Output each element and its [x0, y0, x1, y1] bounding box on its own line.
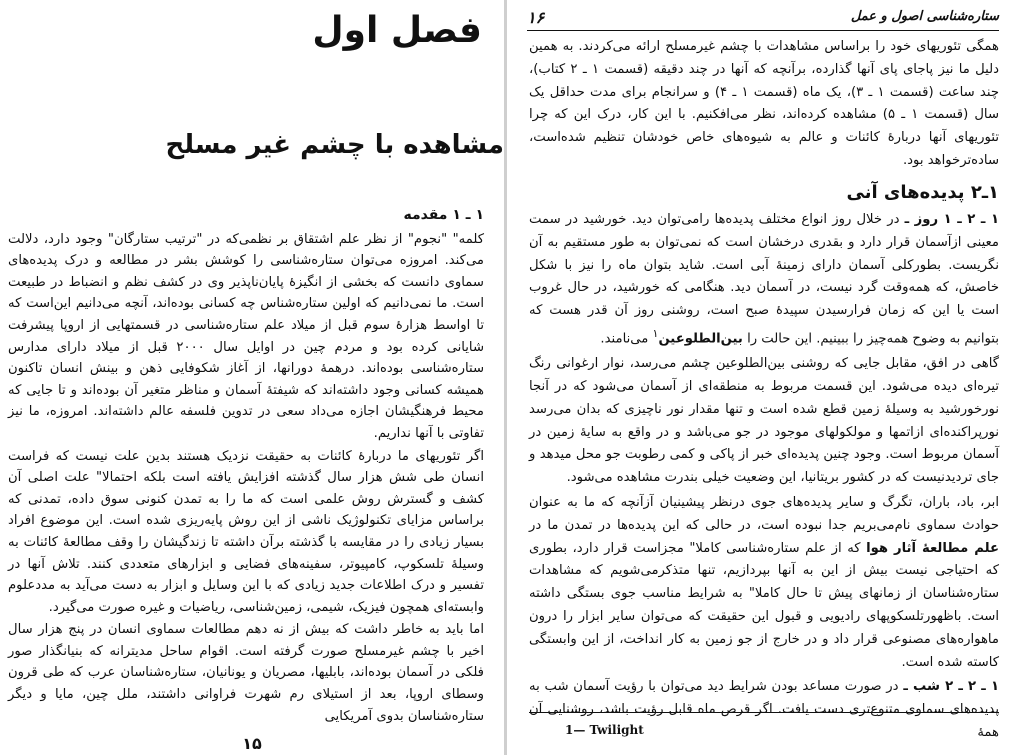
subsection-lead: ۱ ـ ۲ ـ ۱ روز ـ: [904, 212, 999, 227]
page-number: ۱۵: [242, 734, 262, 753]
running-title: ستاره‌شناسی اصول و عمل: [850, 9, 999, 24]
paragraph-text: می‌نامند.: [600, 331, 653, 347]
term-highlight: علم مطالعه‌ٔ آثار هوا: [866, 540, 1000, 556]
paragraph: [529, 492, 999, 674]
paragraph: اما باید به خاطر داشت که بیش از نه دهم مطالعات سماوی انسان در پنج هزار سال اخیر با چشم غیرمسلح صورت گرفته است. اقوام ساحل مدیترانه که بنیانگذار صور فلکی در آسمان بوده‌اند، بابلیها، مصریان و یونانیان، ستاره‌شناسان عرب که طی قرون وسطای اروپا، بعد از استیلای رم شهرت فراوانی داشتند، ملل چین، مایا و دیگر ستاره‌شناسان بدوی آمریکایی: [8, 622, 484, 724]
paragraph-text: در خلال روز انواع مختلف پدیده‌ها رامی‌توان دید. خورشید در سمت معینی ازآسمان قرار دارد و بقدری درخشان است که نمی‌توان به طور مستقیم به آن نگریست. بطورکلی آسمان دارای زمینه‌ٔ آبی است. شاید بتوان ماه را نیز با شکل خاصش، که همه‌وقت گرد نیست، در آسمان دید. هنگامی که خورشید، در حال غروب است یا این که زمان فرارسیدن سپیده‌ٔ صبح است، روشنی روز آن قدر هست که بتوانیم به وضوح همه‌چیز را ببینیم. این حالت را: [529, 212, 999, 347]
paragraph: همگی تئوریهای خود را براساس مشاهدات با چشم غیرمسلح ارائه می‌کردند. به همین دلیل ما نیز پاجای پای آنها گذارده، برآنچه که آنها در چند دقیقه (قسمت ۱ ـ ۲ کتاب)، چند ساعت (قسمت ۱ ـ ۳)، یک ماه (قسمت ۱ ـ ۴) و سرانجام برای مدت حداقل یک سال (قسمت ۱ ـ ۵) مشاهده کرده‌اند، نظر می‌افکنیم. با این کار، درک این که چرا تئوریهای آنها درباره‌ٔ کائنات و عالم به شیوه‌های خاص خودشان تنظیم شده‌است، ساده‌ترخواهد بود.: [529, 39, 1000, 168]
running-header: [527, 8, 999, 31]
footnote-divider: [529, 712, 999, 713]
paragraph-text: ابر، باد، باران، تگرگ و سایر پدیده‌های جوی درنظر پیشینیان آزآنچه که ما به عنوان حوادث سماوی نام‌می‌بریم جدا نبوده است، در حالی که این پدیده‌ها در تمدن ما در: [529, 494, 999, 533]
footnote: 1— Twilight: [565, 723, 644, 737]
chapter-title: فصل اول: [312, 10, 482, 51]
right-body-text: [529, 209, 999, 747]
paragraph-text: که از علم ستاره‌شناسی کاملا" مجزاست قرار دارد، بطوری که احتیاجی نیست بیش از این به آنها بپردازیم، تنها متذکرمی‌شویم که مشاهدات ستاره‌شناسان از زمانهای پیش تا حال کاملا" به شرایط مناسب جوی بستگی داشته است. باظهورتلسکوپهای رادیویی و قبول این حقیقت که می‌توان سایر ابزار را درون ماهواره‌های مصنوعی قرار داد و در خارج از جو زمین به کار انداخت، از این وابستگی کاسته شده است.: [529, 540, 999, 670]
intro-text: [529, 36, 999, 173]
right-page: [507, 0, 1017, 755]
left-page: [0, 0, 504, 755]
paragraph: [529, 209, 999, 351]
term-highlight: بین‌الطلوعین: [658, 331, 743, 347]
section-title: مشاهده با چشم غیر مسلح: [165, 130, 504, 160]
page-number: ۱۶: [527, 8, 545, 27]
paragraph-text: در صورت مساعد بودن شرایط دید می‌توان با رؤیت آسمان شب به پدیده‌های سماوی متنوع‌تری دست یافت. اگر قرص ماه قابل رؤیت باشد، روشنایی آن همه‌ٔ: [529, 679, 999, 740]
paragraph: گاهی در افق، مقابل جایی که روشنی بین‌الطلوعین چشم می‌رسد، نوار ارغوانی رنگ تیره‌ای دیده می‌شود. این قسمت مربوط به منطقه‌ای از آسمان می‌شود که در آنجا نورخورشید به وسیله‌ٔ زمین قطع شده است و تنها مقدار نور ناچیزی که بدان می‌رسد نورپراکنده‌ای ازاتمها و مولکولهای موجود در جو می‌باشد و در واقع به سایه‌ٔ زمین در آسمان مربوط است. وجود چنین پدیده‌ای خبر از پاکی و کمی رطوبت جو محل میدهد و جای تردیدنیست که در کشور بریتانیا، این وضعیت خیلی بندرت مشاهده می‌شود.: [529, 356, 999, 486]
subsection-heading: ۱ ـ ۱ مقدمه: [403, 207, 484, 223]
paragraph: کلمه" "نجوم" از نظر علم اشتقاق بر نظمی‌که در "ترتیب ستارگان" وجود دارد، دلالت می‌کند. امروزه می‌توان ستاره‌شناسی را کوشش بشر در مطالعه و درک پدیده‌های سماوی دانست که بخشی از انگیزه‌ٔ پایان‌ناپذیر وی در کشف نظم و انضباط در طبیعت است. ما نمی‌دانیم که اولین ستاره‌شناس چه کسانی بوده‌اند، آنچه می‌دانیم این‌است که تا اواسط هزاره‌ٔ سوم قبل از میلاد علم ستاره‌شناسی در قسمتهایی از اروپا پیشرفت شایانی کرده بود و مردم چین در اوایل سال ۲۰۰۰ قبل از میلاد دارای مدارس ستاره‌شناسی بوده‌اند. درهمه‌ٔ دورانها، از آغاز شکوفایی ذهن و بینش انسان تاکنون همیشه کسانی وجود داشته‌اند که شیفته‌ٔ آسمان و مناظر متغیر آن بوده‌اند و تا جایی که محیط فرهنگیشان اجازه می‌داد سعی در تدوین فلسفه عالم داشته‌اند. امروزه، ما نیز تفاوتی با آنها نداریم.: [8, 231, 485, 441]
subsection-lead: ۱ ـ ۲ ـ ۲ شب ـ: [903, 679, 999, 695]
section-heading: ۱ـ۲ پدیده‌های آنی: [846, 182, 999, 203]
footnote-marker: ۱: [652, 326, 659, 340]
left-body-text: [8, 205, 484, 728]
paragraph: اگر تئوریهای ما درباره‌ٔ کائنات به حقیقت نزدیک هستند بدین علت نیست که فراست انسان طی شش هزار سال گذشته افزایش یافته است بلکه احتمالا" علت اصلی آن کشف و گسترش روش علمی است که ما را به تمدن کنونی سوق داده، تمدنی که براساس مزایای تکنولوژیک ناشی از این روش پایه‌ریزی شده است. این موضوع افراد بسیار زیادی را در مقایسه با گذشته برآن داشته تا زندگیشان را وقف مطالعه‌ٔ کائنات به وسیله‌ٔ تلسکوپ، کامپیوتر، سفینه‌های فضایی و ابزارهای متعددی کنند. تلاش آنها در تفسیر و درک اطلاعات جدید زیادی که با این وسایل و ابزار به دست می‌آید به مددعلوم وابسته‌ای همچون فیزیک، شیمی، زمین‌شناسی، ریاضیات و غیره صورت می‌گیرد.: [8, 448, 484, 615]
